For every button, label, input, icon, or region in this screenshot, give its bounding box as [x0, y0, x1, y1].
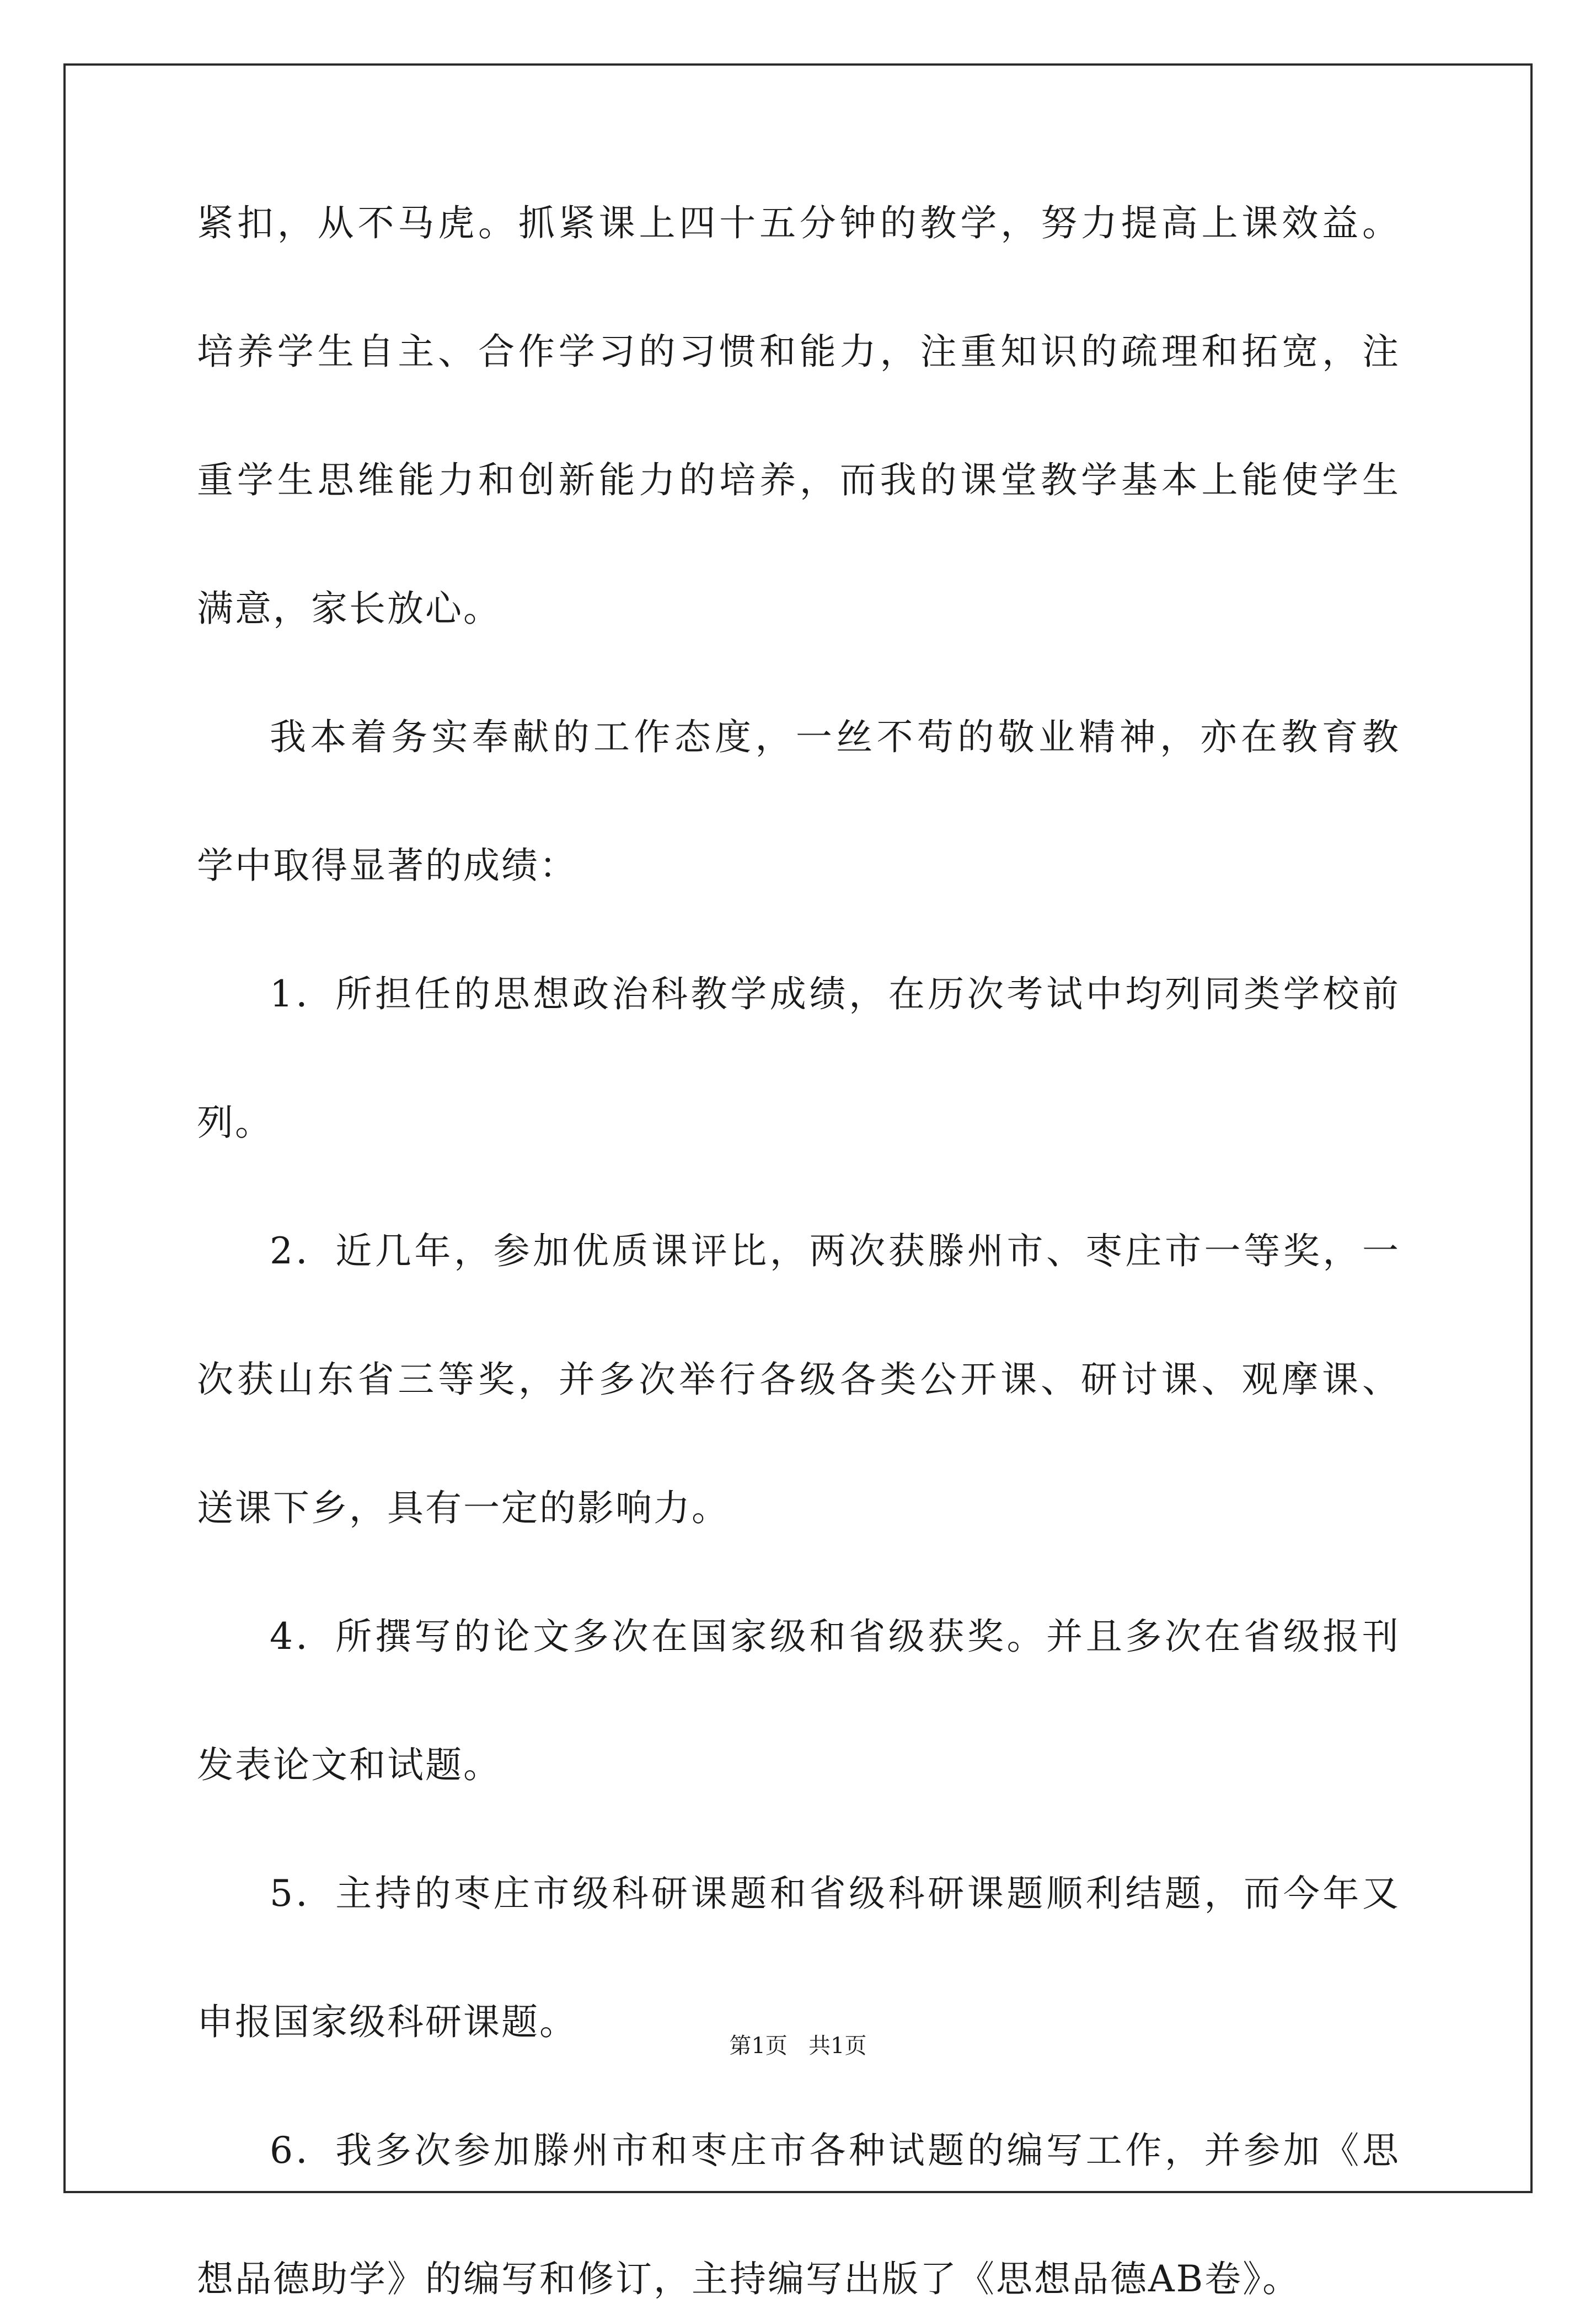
text-line: 重学生思维能力和创新能力的培养，而我的课堂教学基本上能使学生	[197, 459, 1400, 501]
text-line: 满意，家长放心。	[197, 587, 501, 630]
text-line: 发表论文和试题。	[197, 1744, 501, 1786]
text-line: 紧扣，从不马虎。抓紧课上四十五分钟的教学，努力提高上课效益。	[197, 202, 1400, 244]
text-line: 我本着务实奉献的工作态度，一丝不苟的敬业精神，亦在教育教	[270, 716, 1400, 758]
text-line: 4．所撰写的论文多次在国家级和省级获奖。并且多次在省级报刊	[270, 1615, 1400, 1658]
text-line: 学中取得显著的成绩：	[197, 844, 577, 887]
text-line: 6．我多次参加滕州市和枣庄市各种试题的编写工作，并参加《思	[270, 2129, 1400, 2172]
text-line: 送课下乡，具有一定的影响力。	[197, 1487, 730, 1529]
text-line: 列。	[197, 1101, 273, 1144]
text-line: 1．所担任的思想政治科教学成绩，在历次考试中均列同类学校前	[270, 973, 1400, 1015]
page-number-footer: 第1页 共1页	[729, 2033, 867, 2059]
text-line: 5．主持的枣庄市级科研课题和省级科研课题顺利结题，而今年又	[270, 1872, 1400, 1915]
text-line: 次获山东省三等奖，并多次举行各级各类公开课、研讨课、观摩课、	[197, 1358, 1400, 1401]
text-line: 想品德助学》的编写和修订，主持编写出版了《思想品德AB卷》。	[197, 2258, 1301, 2300]
text-line: 2．近几年，参加优质课评比，两次获滕州市、枣庄市一等奖，一	[270, 1230, 1400, 1272]
text-line: 培养学生自主、合作学习的习惯和能力，注重知识的疏理和拓宽，注	[197, 330, 1400, 373]
text-line: 申报国家级科研课题。	[197, 2001, 577, 2043]
